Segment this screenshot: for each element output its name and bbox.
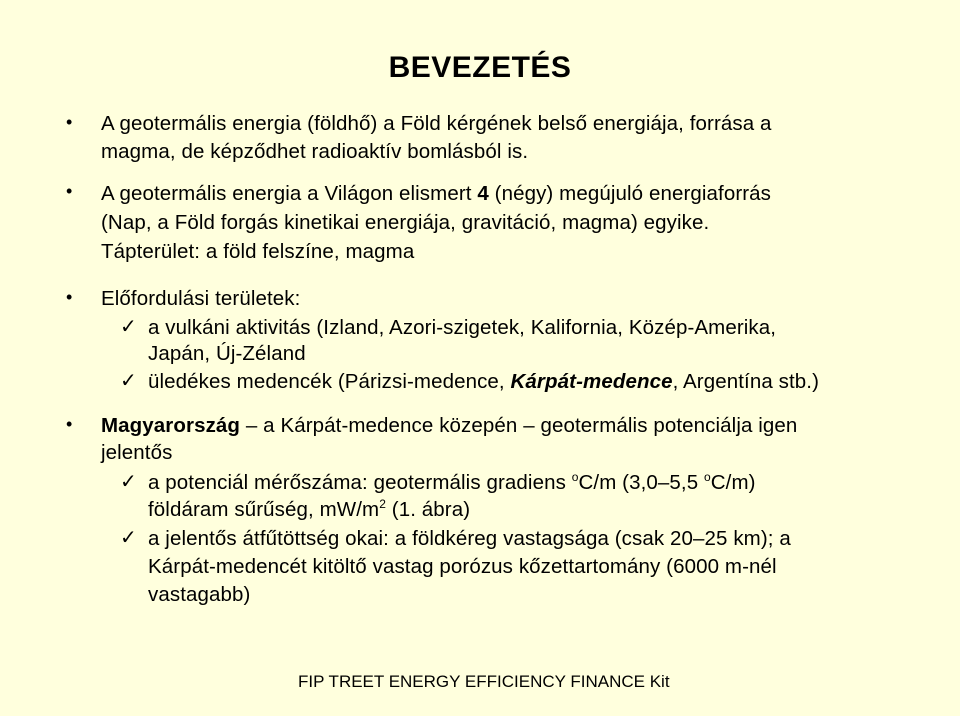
bullet-3-check-2 [148, 369, 819, 395]
bullet-3-check-1-line-2: Japán, Új-Zéland [148, 342, 306, 365]
bullet-2-text-a: A geotermális energia a Világon elismert [101, 182, 478, 205]
squared-sup: 2 [379, 497, 386, 511]
checkmark-icon: ✓ [120, 368, 137, 392]
bullet-2-text-b: (négy) megújuló energiaforrás [488, 182, 772, 205]
bullet-4-strong: Magyarország [101, 414, 241, 437]
bullet-4-check-1-line-1 [148, 470, 756, 498]
checkmark-icon: ✓ [120, 469, 137, 493]
gradient-text-c: C/m) [710, 471, 756, 494]
gradient-text-a: a potenciál mérőszáma: geotermális gradiens [148, 471, 572, 494]
bullet-icon: • [66, 181, 73, 201]
bullet-4-check-2-line-1: a jelentős átfűtöttség okai: a földkéreg vastagsága (csak 20–25 km); a [148, 527, 791, 550]
heatflow-text-b: (1. ábra) [385, 498, 471, 521]
heatflow-text-a: földáram sűrűség, mW/m [148, 498, 380, 521]
bullet-3-check-2-text-a: üledékes medencék (Párizsi-medence, [148, 370, 511, 393]
bullet-3-line-1: Előfordulási területek: [101, 287, 301, 310]
bullet-1-line-1: A geotermális energia (földhő) a Föld kérgének belső energiája, forrása a [101, 112, 772, 135]
bullet-4-line-1 [101, 413, 797, 439]
bullet-3-check-1-line-1: a vulkáni aktivitás (Izland, Azori-szigetek, Kalifornia, Közép-Amerika, [148, 316, 777, 339]
bullet-2-line-2: (Nap, a Föld forgás kinetikai energiája, gravitáció, magma) egyike. [101, 211, 710, 234]
bullet-3-check-2-text-b: , Argentína stb.) [672, 370, 819, 393]
bullet-4-line-2: jelentős [101, 441, 173, 464]
bullet-4-check-1-line-2 [148, 497, 470, 525]
bullet-icon: • [66, 287, 73, 307]
bullet-3-check-2-emphasis: Kárpát-medence [510, 370, 673, 393]
degree-sup-1: o [571, 470, 579, 484]
degree-sup-2: o [704, 470, 711, 484]
checkmark-icon: ✓ [120, 314, 137, 338]
footer: FIP TREET ENERGY EFFICIENCY FINANCE Kit [298, 672, 670, 691]
bullet-icon: • [66, 112, 73, 132]
bullet-1-line-2: magma, de képződhet radioaktív bomlásból is. [101, 140, 529, 163]
bullet-icon: • [66, 414, 73, 434]
bullet-2-line-3: Tápterület: a föld felszíne, magma [101, 240, 415, 263]
bullet-4-text-rest: – a Kárpát-medence közepén – geotermális potenciálja igen [240, 414, 798, 437]
bullet-4-check-2-line-3: vastagabb) [148, 583, 251, 606]
bullet-2-line-1 [101, 181, 771, 207]
slide-title: BEVEZETÉS [388, 51, 572, 84]
bullet-4-check-2-line-2: Kárpát-medencét kitöltő vastag porózus kőzettartomány (6000 m-nél [148, 555, 777, 578]
checkmark-icon: ✓ [120, 525, 137, 549]
gradient-text-b: C/m (3,0–5,5 [578, 471, 704, 494]
bullet-2-number: 4 [477, 182, 489, 205]
